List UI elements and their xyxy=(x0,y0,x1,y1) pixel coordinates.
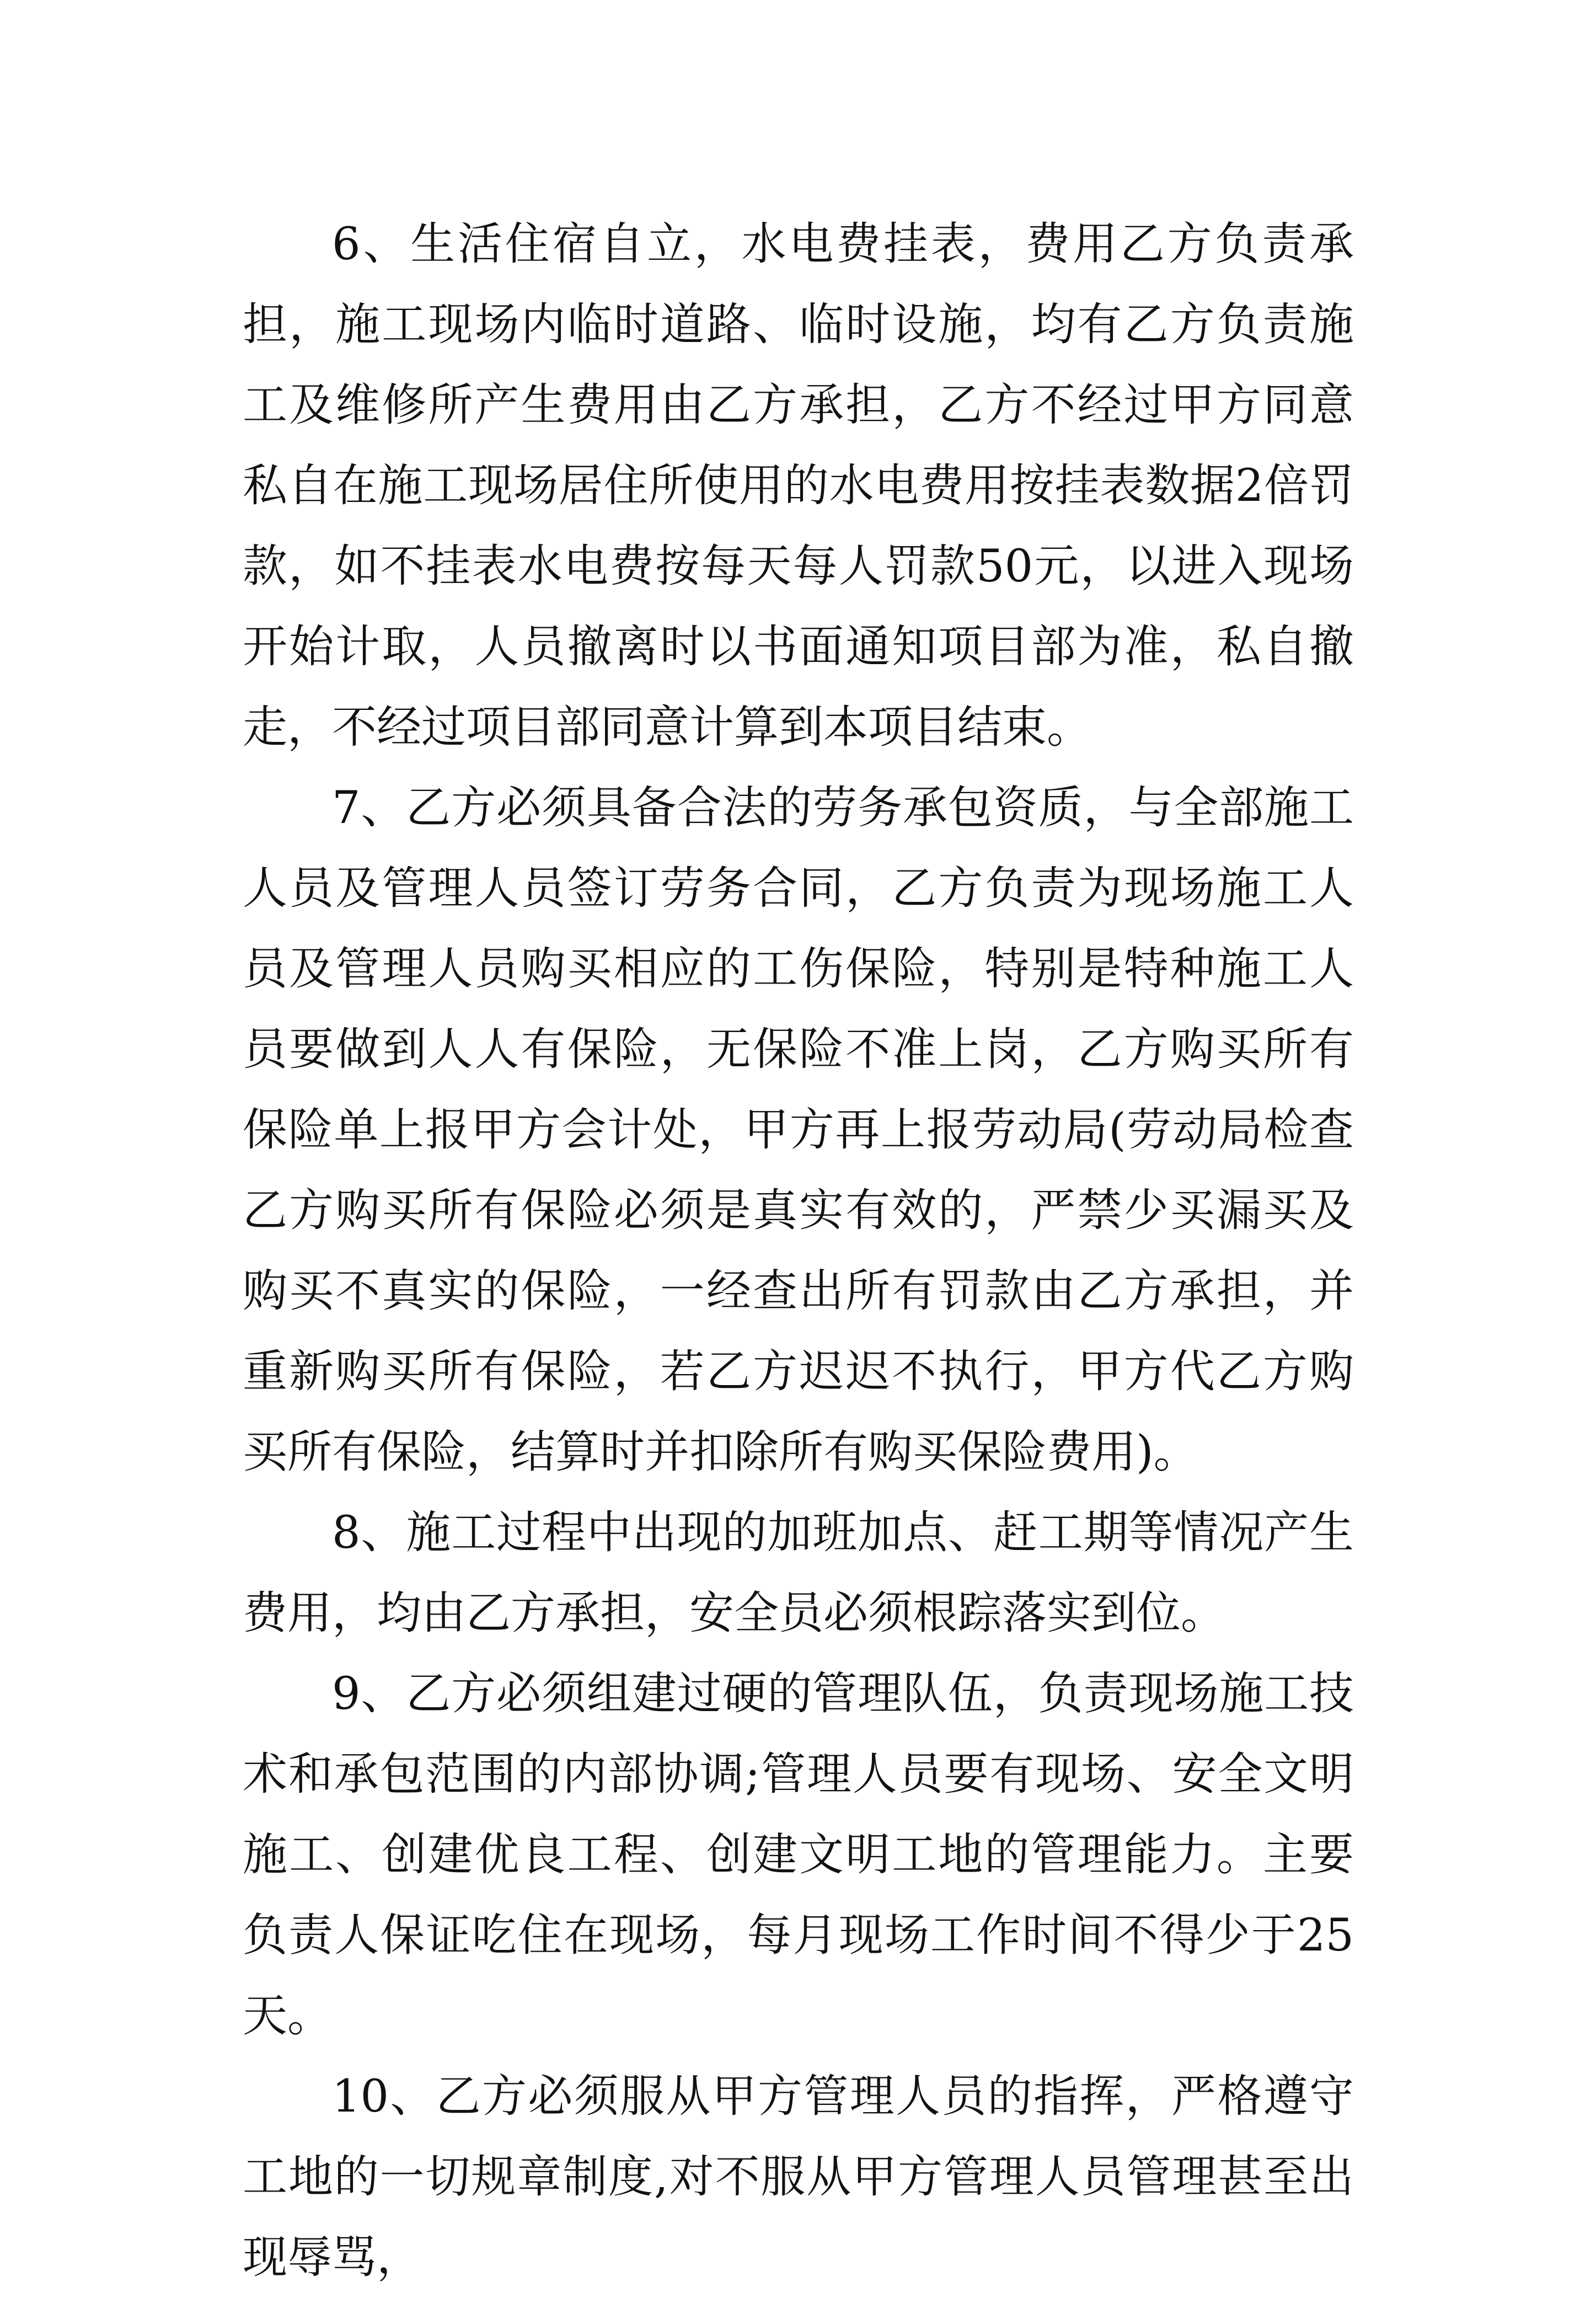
paragraph-6: 6、生活住宿自立，水电费挂表，费用乙方负责承担，施工现场内临时道路、临时设施，均有乙方负责施工及维修所产生费用由乙方承担，乙方不经过甲方同意私自在施工现场居住所使用的水电费用按挂表数据2倍罚款，如不挂表水电费按每天每人罚款50元，以进入现场开始计取，人员撤离时以书面通知项目部为准，私自撤走，不经过项目部同意计算到本项目结束。 xyxy=(243,218,1354,753)
document-body xyxy=(243,204,1354,2298)
paragraph-7: 7、乙方必须具备合法的劳务承包资质，与全部施工人员及管理人员签订劳务合同，乙方负责为现场施工人员及管理人员购买相应的工伤保险，特别是特种施工人员要做到人人有保险，无保险不准上岗，乙方购买所有保险单上报甲方会计处，甲方再上报劳动局(劳动局检查乙方购买所有保险必须是真实有效的，严禁少买漏买及购买不真实的保险，一经查出所有罚款由乙方承担，并重新购买所有保险，若乙方迟迟不执行，甲方代乙方购买所有保险，结算时并扣除所有购买保险费用)。 xyxy=(243,782,1354,1478)
paragraph-10: 10、乙方必须服从甲方管理人员的指挥，严格遵守工地的一切规章制度,对不服从甲方管理人员管理甚至出现辱骂， xyxy=(243,2071,1354,2284)
paragraph-9: 9、乙方必须组建过硬的管理队伍，负责现场施工技术和承包范围的内部协调;管理人员要有现场、安全文明施工、创建优良工程、创建文明工地的管理能力。主要负责人保证吃住在现场，每月现场工作时间不得少于25天。 xyxy=(243,1668,1354,2042)
paragraph-8: 8、施工过程中出现的加班加点、赶工期等情况产生费用，均由乙方承担，安全员必须根踪落实到位。 xyxy=(243,1507,1354,1639)
